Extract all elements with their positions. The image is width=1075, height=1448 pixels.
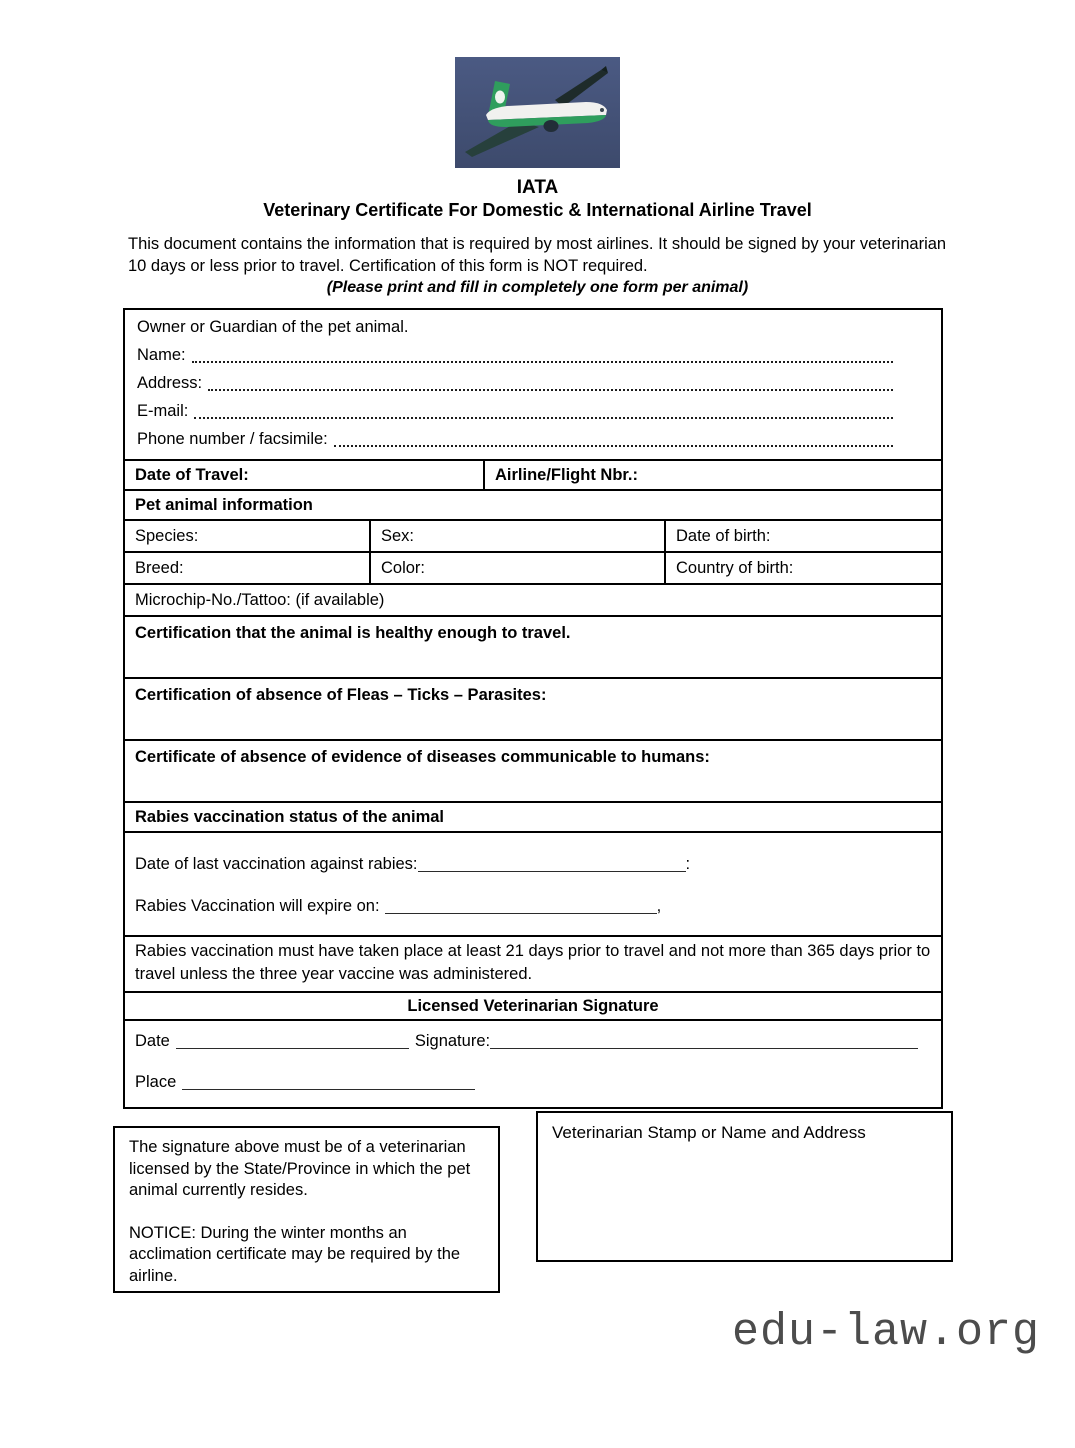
address-field[interactable] [208,389,893,391]
sig-signature-field[interactable] [490,1035,918,1049]
owner-name-row [137,341,929,369]
vet-stamp-label: Veterinarian Stamp or Name and Address [552,1123,866,1142]
sig-place-field[interactable] [182,1076,475,1090]
phone-label: Phone number / facsimile: [137,430,328,448]
signature-notice-box [113,1126,500,1293]
rabies-last-vaccination-label: Date of last vaccination against rabies: [135,855,418,873]
intro-note: (Please print and fill in completely one form per animal) [326,279,749,296]
breed-label: Breed: [135,559,184,577]
date-of-travel-cell[interactable] [125,461,485,489]
color-cell[interactable] [371,553,666,583]
sig-place-label: Place [135,1073,177,1091]
pet-info-row-2 [125,551,941,583]
microchip-cell[interactable] [125,583,941,615]
pet-info-heading: Pet animal information [125,489,941,519]
rabies-last-vaccination-row [135,853,931,875]
rabies-dates-section [125,831,941,935]
sig-date-field[interactable] [176,1035,409,1049]
rabies-note: Rabies vaccination must have taken place at least 21 days prior to travel and not more than 365 days prior to travel unless the three year vaccine was administered. [125,935,941,991]
date-signature-row [135,1030,931,1052]
sex-cell[interactable] [371,521,666,551]
certification-fleas-label: Certification of absence of Fleas – Ticks – Parasites: [135,686,547,704]
rabies-last-vaccination-suffix: : [685,855,691,873]
place-row [135,1071,931,1093]
microchip-label: Microchip-No./Tattoo: (if available) [135,591,385,609]
certificate-form [123,308,943,1109]
breed-cell[interactable] [125,553,371,583]
signature-notice-para1: The signature above must be of a veterinarian licensed by the State/Province in which the pet animal currently resides. [129,1138,471,1199]
country-of-birth-label: Country of birth: [676,559,794,577]
pet-info-row-1 [125,519,941,551]
vet-signature-heading: Licensed Veterinarian Signature [125,991,941,1019]
rabies-last-vaccination-field[interactable] [418,858,686,872]
owner-section [125,310,941,459]
notice-paragraph-gap [129,1202,484,1223]
country-of-birth-cell[interactable] [666,553,941,583]
airplane-photo [455,57,620,168]
page-title: IATA [516,177,559,198]
certification-diseases-label: Certificate of absence of evidence of diseases communicable to humans: [135,748,710,766]
airline-flight-label: Airline/Flight Nbr.: [495,466,638,484]
watermark-text: edu-law.org [731,1307,1040,1358]
bottom-area [0,1109,1075,1392]
owner-address-row [137,369,929,397]
sex-label: Sex: [381,527,415,545]
species-cell[interactable] [125,521,371,551]
date-of-birth-label: Date of birth: [676,527,771,545]
vet-signature-section [125,1019,941,1107]
name-field[interactable] [192,361,893,363]
certification-healthy-section[interactable] [125,615,941,677]
owner-email-row [137,397,929,425]
rabies-expiry-field[interactable] [385,900,657,914]
rabies-expiry-row [135,895,931,917]
airplane-illustration [455,57,620,168]
owner-phone-row [137,425,929,453]
sig-date-label: Date [135,1032,170,1050]
color-label: Color: [381,559,426,577]
email-field[interactable] [194,417,893,419]
page-subtitle: Veterinary Certificate For Domestic & International Airline Travel [263,200,812,220]
date-of-birth-cell[interactable] [666,521,941,551]
rabies-expiry-suffix: , [656,897,662,915]
rabies-status-heading: Rabies vaccination status of the animal [125,801,941,831]
certification-diseases-section[interactable] [125,739,941,801]
certification-healthy-label: Certification that the animal is healthy enough to travel. [135,624,571,642]
certification-fleas-section[interactable] [125,677,941,739]
travel-row [125,459,941,489]
rabies-expiry-label: Rabies Vaccination will expire on: [135,897,380,915]
species-label: Species: [135,527,199,545]
airline-flight-cell[interactable] [485,461,941,489]
phone-field[interactable] [334,445,893,447]
sig-signature-label: Signature: [414,1032,491,1050]
address-label: Address: [137,374,203,392]
signature-notice-para2: NOTICE: During the winter months an acclimation certificate may be required by the airline. [129,1223,461,1285]
owner-heading: Owner or Guardian of the pet animal. [137,318,409,336]
vet-stamp-box[interactable] [536,1111,953,1262]
date-of-travel-label: Date of Travel: [135,466,249,484]
intro-text: This document contains the information that is required by most airlines. It should be signed by your veterinarian 10 days or less prior to travel. Certification of this form is NOT required. [128,235,947,275]
name-label: Name: [137,346,186,364]
email-label: E-mail: [137,402,189,420]
